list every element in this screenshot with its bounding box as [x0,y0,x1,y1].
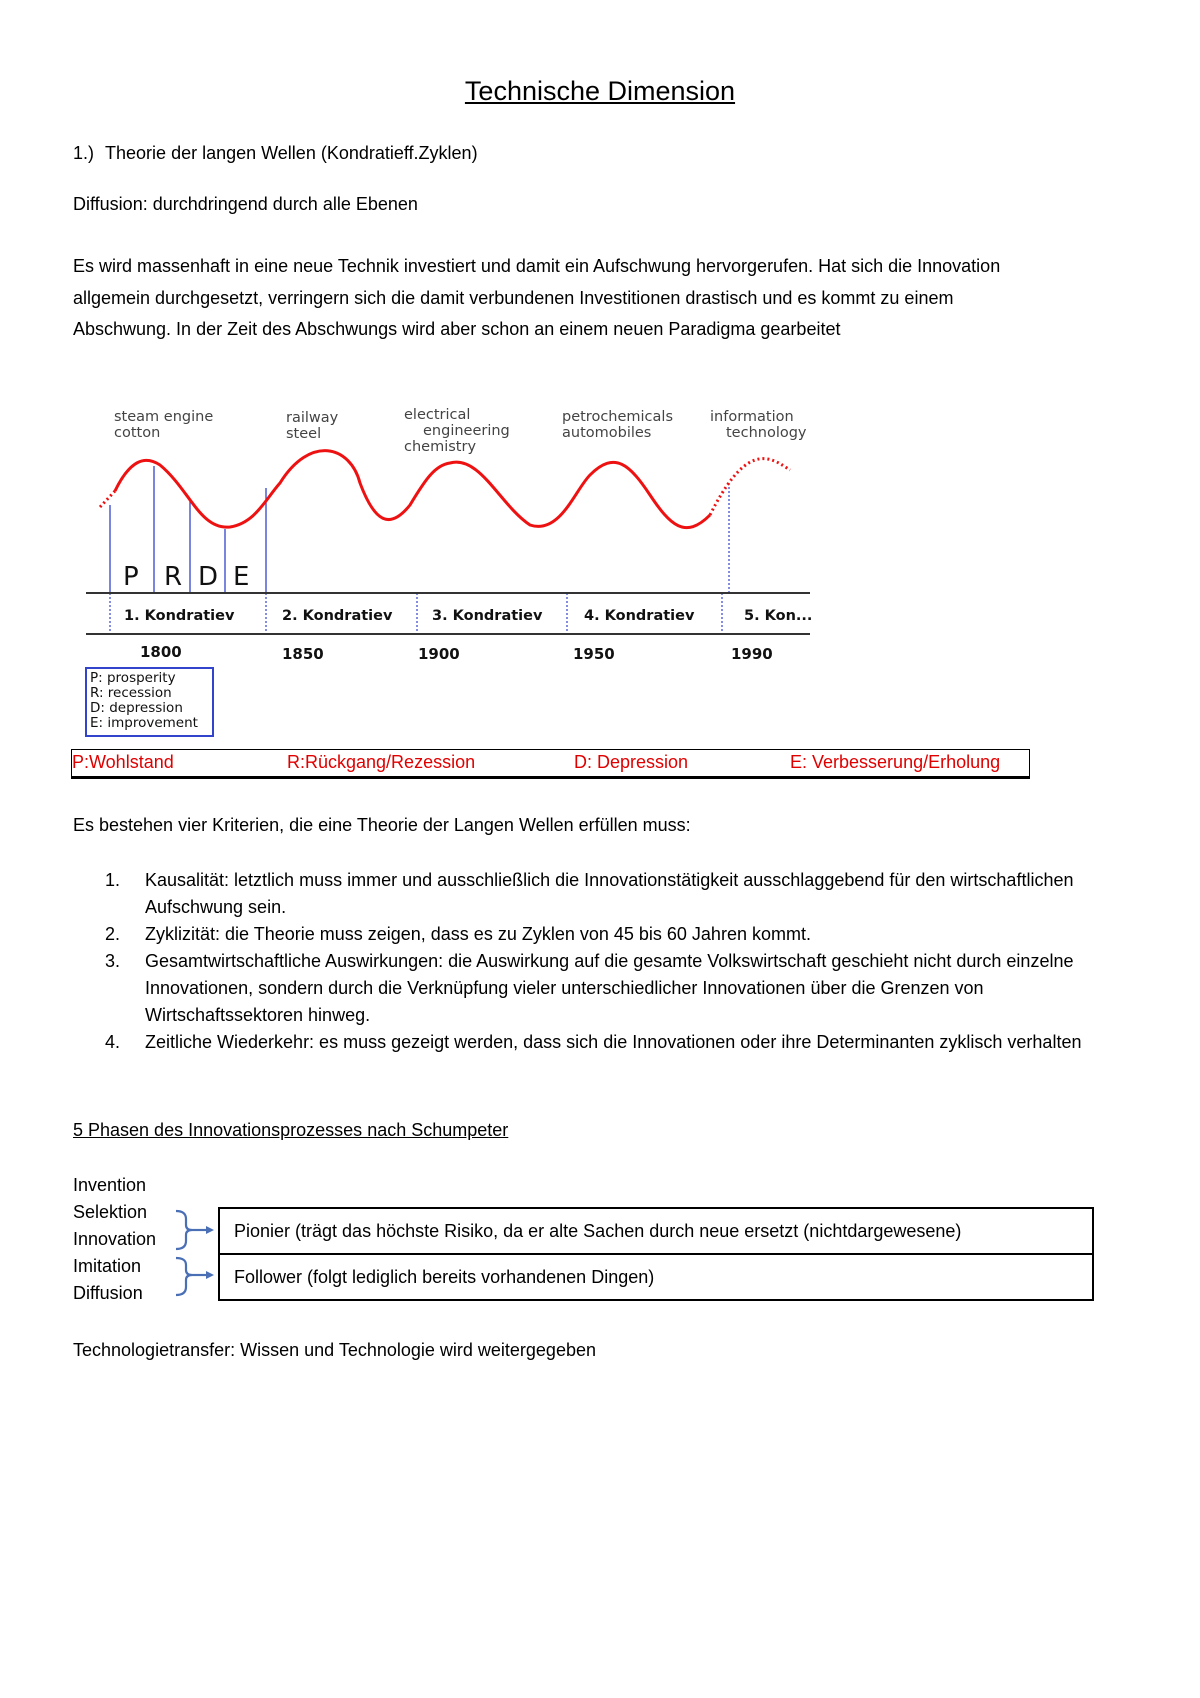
criteria-intro: Es bestehen vier Kriterien, die eine Theorie der Langen Wellen erfüllen muss: [73,815,691,835]
criteria-text: Zyklizität: die Theorie muss zeigen, dass es zu Zyklen von 45 bis 60 Jahren kommt. [145,924,811,944]
criteria-text: Zeitliche Wiederkehr: es muss gezeigt werden, dass sich die Innovationen oder ihre Determinanten zyklisch verhalten [145,1032,1082,1052]
legend-entry: R: recession [90,685,172,701]
criteria-item [105,921,1145,948]
tech-label: steam engine [114,409,214,425]
legend-entry: P: prosperity [90,670,176,686]
tech-label: railway [286,410,339,426]
phase-letter: R [164,562,183,592]
year-label: 1850 [282,645,324,663]
kondratiev-wave [115,451,710,528]
actor-table [218,1207,1094,1301]
criteria-number: 1. [105,870,121,890]
tech-label: automobiles [562,425,652,441]
tech-label: steel [286,426,322,442]
tech-label: electrical [404,407,471,423]
translation-cell: E: Verbesserung/Erholung [790,752,1001,772]
phase-item: Selektion [73,1202,148,1222]
wave-label: 2. Kondratiev [282,608,393,624]
paragraph-line: Es wird massenhaft in eine neue Technik investiert und damit ein Aufschwung hervorgerufen. Hat sich die Innovation [73,256,1001,276]
criteria-number: 2. [105,924,121,944]
tech-label: engineering [423,423,510,439]
wave-start-dotted [100,491,115,507]
wave-label: 4. Kondratiev [584,608,695,624]
translation-row [71,749,1030,779]
translation-cell: R:Rückgang/Rezession [287,752,476,772]
phase-item: Innovation [73,1229,157,1249]
tech-label: information [710,409,794,425]
phase-letter: D [198,562,219,592]
criteria-item [105,867,1145,921]
tech-label: technology [726,425,807,441]
section-number: 1.) [73,143,95,163]
section-title: Theorie der langen Wellen (Kondratieff.Zyklen) [105,143,478,163]
year-label: 1950 [573,645,615,663]
wave-end-dotted [710,459,790,515]
criteria-text: Gesamtwirtschaftliche Auswirkungen: die Auswirkung auf die gesamte Volkswirtschaft geschieht nicht durch einzelne Innovationen, sondern durch die Verknüpfung vieler unterschiedlicher Innovationen über die Grenzen von Wirtschaftssektoren hinweg. [145,951,1074,1025]
arrow-head-icon [206,1226,214,1234]
phase-letter: E [233,562,250,592]
tech-label: petrochemicals [562,409,674,425]
criteria-list [105,867,1145,1056]
year-label: 1990 [731,645,773,663]
wave-label: 5. Kon... [744,608,813,624]
brace-icon [176,1211,192,1249]
diffusion-line: Diffusion: durchdringend durch alle Ebenen [73,194,418,214]
criteria-number: 3. [105,951,121,971]
section-heading [73,143,478,164]
brace-arrows [170,1205,220,1305]
phase-letter: P [123,562,139,592]
technology-transfer: Technologietransfer: Wissen und Technologie wird weitergegeben [73,1340,596,1360]
phases-heading: 5 Phasen des Innovationsprozesses nach Schumpeter [73,1120,509,1140]
page-title: Technische Dimension [464,76,736,106]
wave-label: 3. Kondratiev [432,608,543,624]
pioneer-box: Pionier (trägt das höchste Risiko, da er alte Sachen durch neue ersetzt (nichtdargewesene) [234,1221,962,1241]
tech-label: cotton [114,425,161,441]
legend-entry: D: depression [90,700,183,716]
phase-item: Diffusion [73,1283,143,1303]
legend-entry: E: improvement [90,715,198,731]
paragraph-line: allgemein durchgesetzt, verringern sich die damit verbundenen Investitionen drastisch und es kommt zu einem [73,287,954,308]
intro-paragraph [73,251,1143,346]
tech-label: chemistry [404,439,477,455]
kondratiev-diagram [70,395,830,740]
year-label: 1900 [418,645,460,663]
criteria-number: 4. [105,1032,121,1052]
criteria-item [105,948,1145,1029]
arrow-head-icon [206,1271,214,1279]
brace-icon [176,1258,192,1295]
wave-label: 1. Kondratiev [124,608,235,624]
criteria-text: Kausalität: letztlich muss immer und ausschließlich die Innovationstätigkeit ausschlaggebend für den wirtschaftlichen Aufschwung sein. [145,870,1074,917]
phases-list [73,1172,156,1307]
year-label: 1800 [140,643,182,661]
criteria-item [105,1029,1145,1056]
phase-item: Imitation [73,1256,142,1276]
phase-item: Invention [73,1175,147,1195]
follower-box: Follower (folgt lediglich bereits vorhandenen Dingen) [220,1253,1092,1299]
paragraph-line: Abschwung. In der Zeit des Abschwungs wird aber schon an einem neuen Paradigma gearbeitet [73,319,841,339]
translation-cell: P:Wohlstand [72,752,174,772]
translation-cell: D: Depression [574,752,689,772]
